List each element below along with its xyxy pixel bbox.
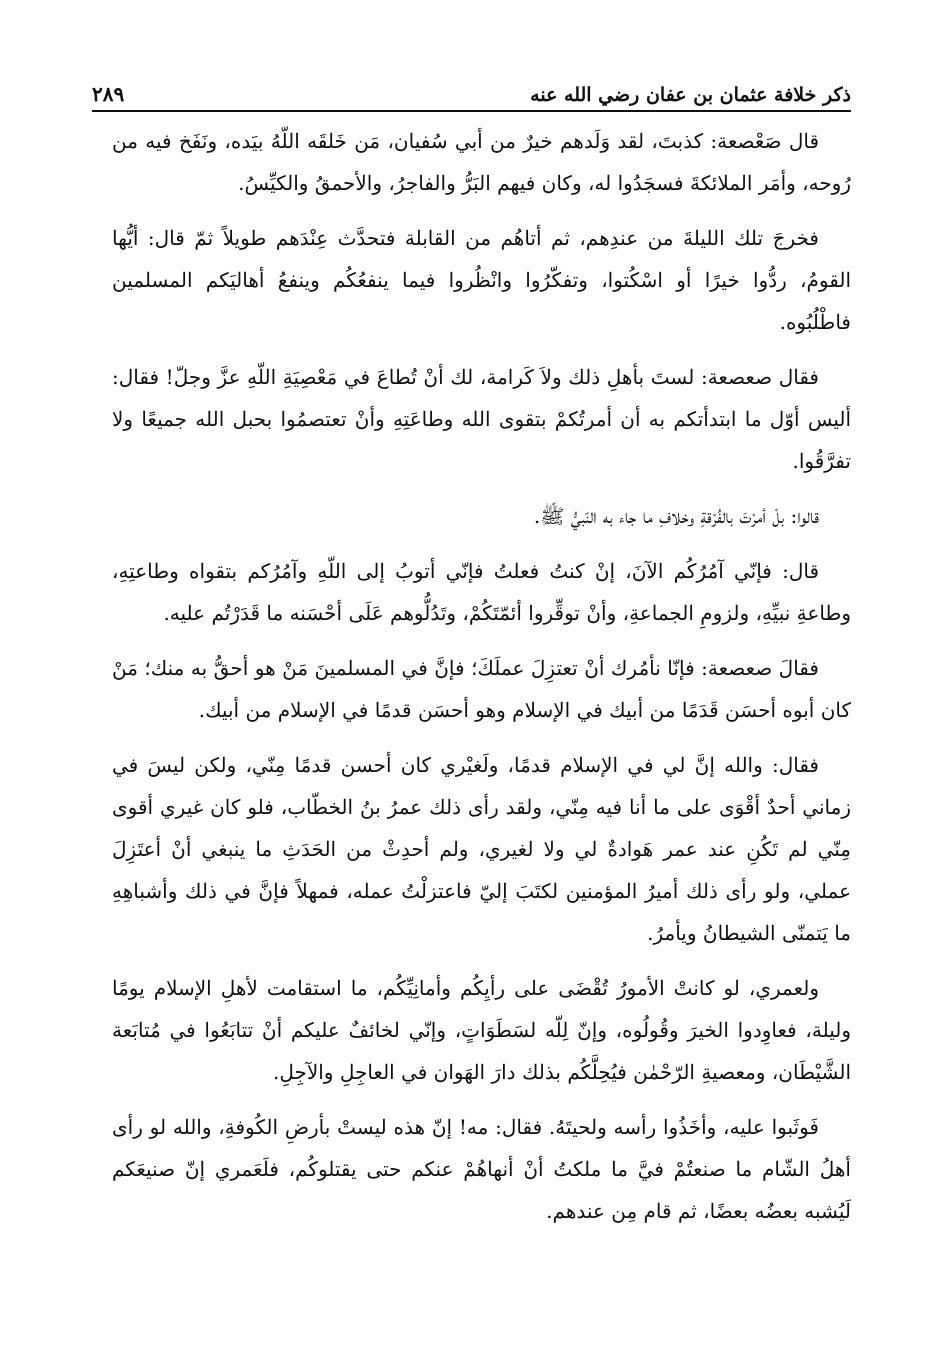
paragraph: فقالَ صعصعة: فإنّا نأمُرك أنْ تعتزِلَ عملَكَ؛ فإنَّ في المسلمينَ مَنْ هو أحقُّ به منك؛ مَنْ كان أبوه أحسَن قَدَمًا من أبيك في الإسلام وهو أحسَن قدمًا في الإسلام من أبيك. xyxy=(112,656,851,722)
body-text xyxy=(112,120,851,1245)
paragraph: قالوا: بلْ أمرْتَ بالفُرْقةِ وخلافِ ما جاء به النّبيُّ ﷺ. xyxy=(533,504,819,528)
paragraph: قال صَعْصعة: كذبتَ، لقد وَلَدهم خيرٌ من أبي سُفيان، مَن خَلقَه اللّهُ بيَده، ونَفَخ فيه من رُوحه، وأمَر الملائكةَ فسجَدُوا له، وكان فيهم البَرُّ والفاجرُ، والأحمقُ والكيِّسُ. xyxy=(112,129,851,195)
paragraph: فقال صعصعة: لستَ بأهلِ ذلك ولاَ كَرامة، لك أنْ تُطاعَ في مَعْصِيَةِ اللّهِ عزَّ وجلّ! فقال: أليس أوّل ما ابتدأتكم به أن أمرتُكمْ بتقوى الله وطاعَتِهِ وأنْ تعتصمُوا بحبل الله جميعًا ولا تفرَّقُوا. xyxy=(112,365,851,473)
page-number: ٢٨٩ xyxy=(92,82,125,106)
paragraph: فخرجَ تلك الليلةَ من عندِهم، ثم أتاهُم من القابلة فتحدَّث عِنْدَهم طويلاً ثمّ قال: أيُّها القومُ، ردُّوا خيرًا أو اسْكُتوا، وتفكّرُوا وانْظُروا فيما ينفعُكُم وينفعُ أهاليَكم المسلمين فاطْلُبُوه. xyxy=(112,226,851,334)
paragraph: فَوثَبوا عليه، وأخَذُوا رأسه ولحيتَهُ. فقال: مه! إنّ هذه ليستْ بأرضِ الكُوفةِ، والله لو رأى أهلُ الشّام ما صنعتُمْ فيَّ ما ملكتُ أنْ أنهاهُمْ عنكم حتى يقتلوكُم، فلَعَمري إنّ صنيعَكم لَيُشبه بعضُه بعضًا، ثم قام مِن عندهم. xyxy=(112,1115,851,1223)
header-rule xyxy=(92,110,851,112)
running-header xyxy=(92,66,851,106)
paragraph: ولعمري، لو كانتْ الأمورُ تُقْضَى على رأيِكُم وأمانِيِّكُم، ما استقامت لأهلِ الإسلام يومًا وليلة، فعاوِدوا الخيرَ وقُولُوه، وإنّ لِلّه لسَطَوَاتٍ، وإنّي لخائفٌ عليكم أنْ تتابَعُوا في مُتابَعة الشَّيْطَان، ومعصيةِ الرّحْمٰن فيُحِلَّكُم بذلك دارَ الهَوان في العاجِلِ والآجِلِ. xyxy=(112,976,851,1084)
paragraph: فقال: والله إنَّ لي في الإسلام قدمًا، ولَغيْري كان أحسن قدمًا مِنّي، ولكن ليسَ في زماني أحدٌ أقْوَى على ما أنا فيه مِنّي، ولقد رأى ذلك عمرُ بنُ الخطّاب، فلو كان غيري أقوى مِنّي لم تَكُنِ عند عمر هَوادةٌ لي ولا لغيري، ولم أحدِثْ من الحَدَثِ ما ينبغي أنْ أعتَزِلَ عملي، ولو رأى ذلك أميرُ المؤمنين لكتَبَ إليّ فاعتزلْتُ عمله، فمهلاً فإنَّ في ذلك وأشباهِهِ ما يَتمنّى الشيطانُ ويأمرُ. xyxy=(112,753,851,945)
paragraph: قال: فإنّي آمُرُكُم الآنَ، إنْ كنتُ فعلتُ فإنّي أتوبُ إلى اللّهِ وآمُرُكم بتقواه وطاعتِهِ، وطاعةِ نبيِّهِ، ولزومِ الجماعةِ، وأنْ توقِّروا أئمّتَكُمْ، وتَدُلُّوهم عَلَى أحْسَنه ما قَدَرْتُم عليه. xyxy=(112,559,851,625)
chapter-title: ذكر خلافة عثمان بن عفان رضي الله عنه xyxy=(530,84,851,106)
